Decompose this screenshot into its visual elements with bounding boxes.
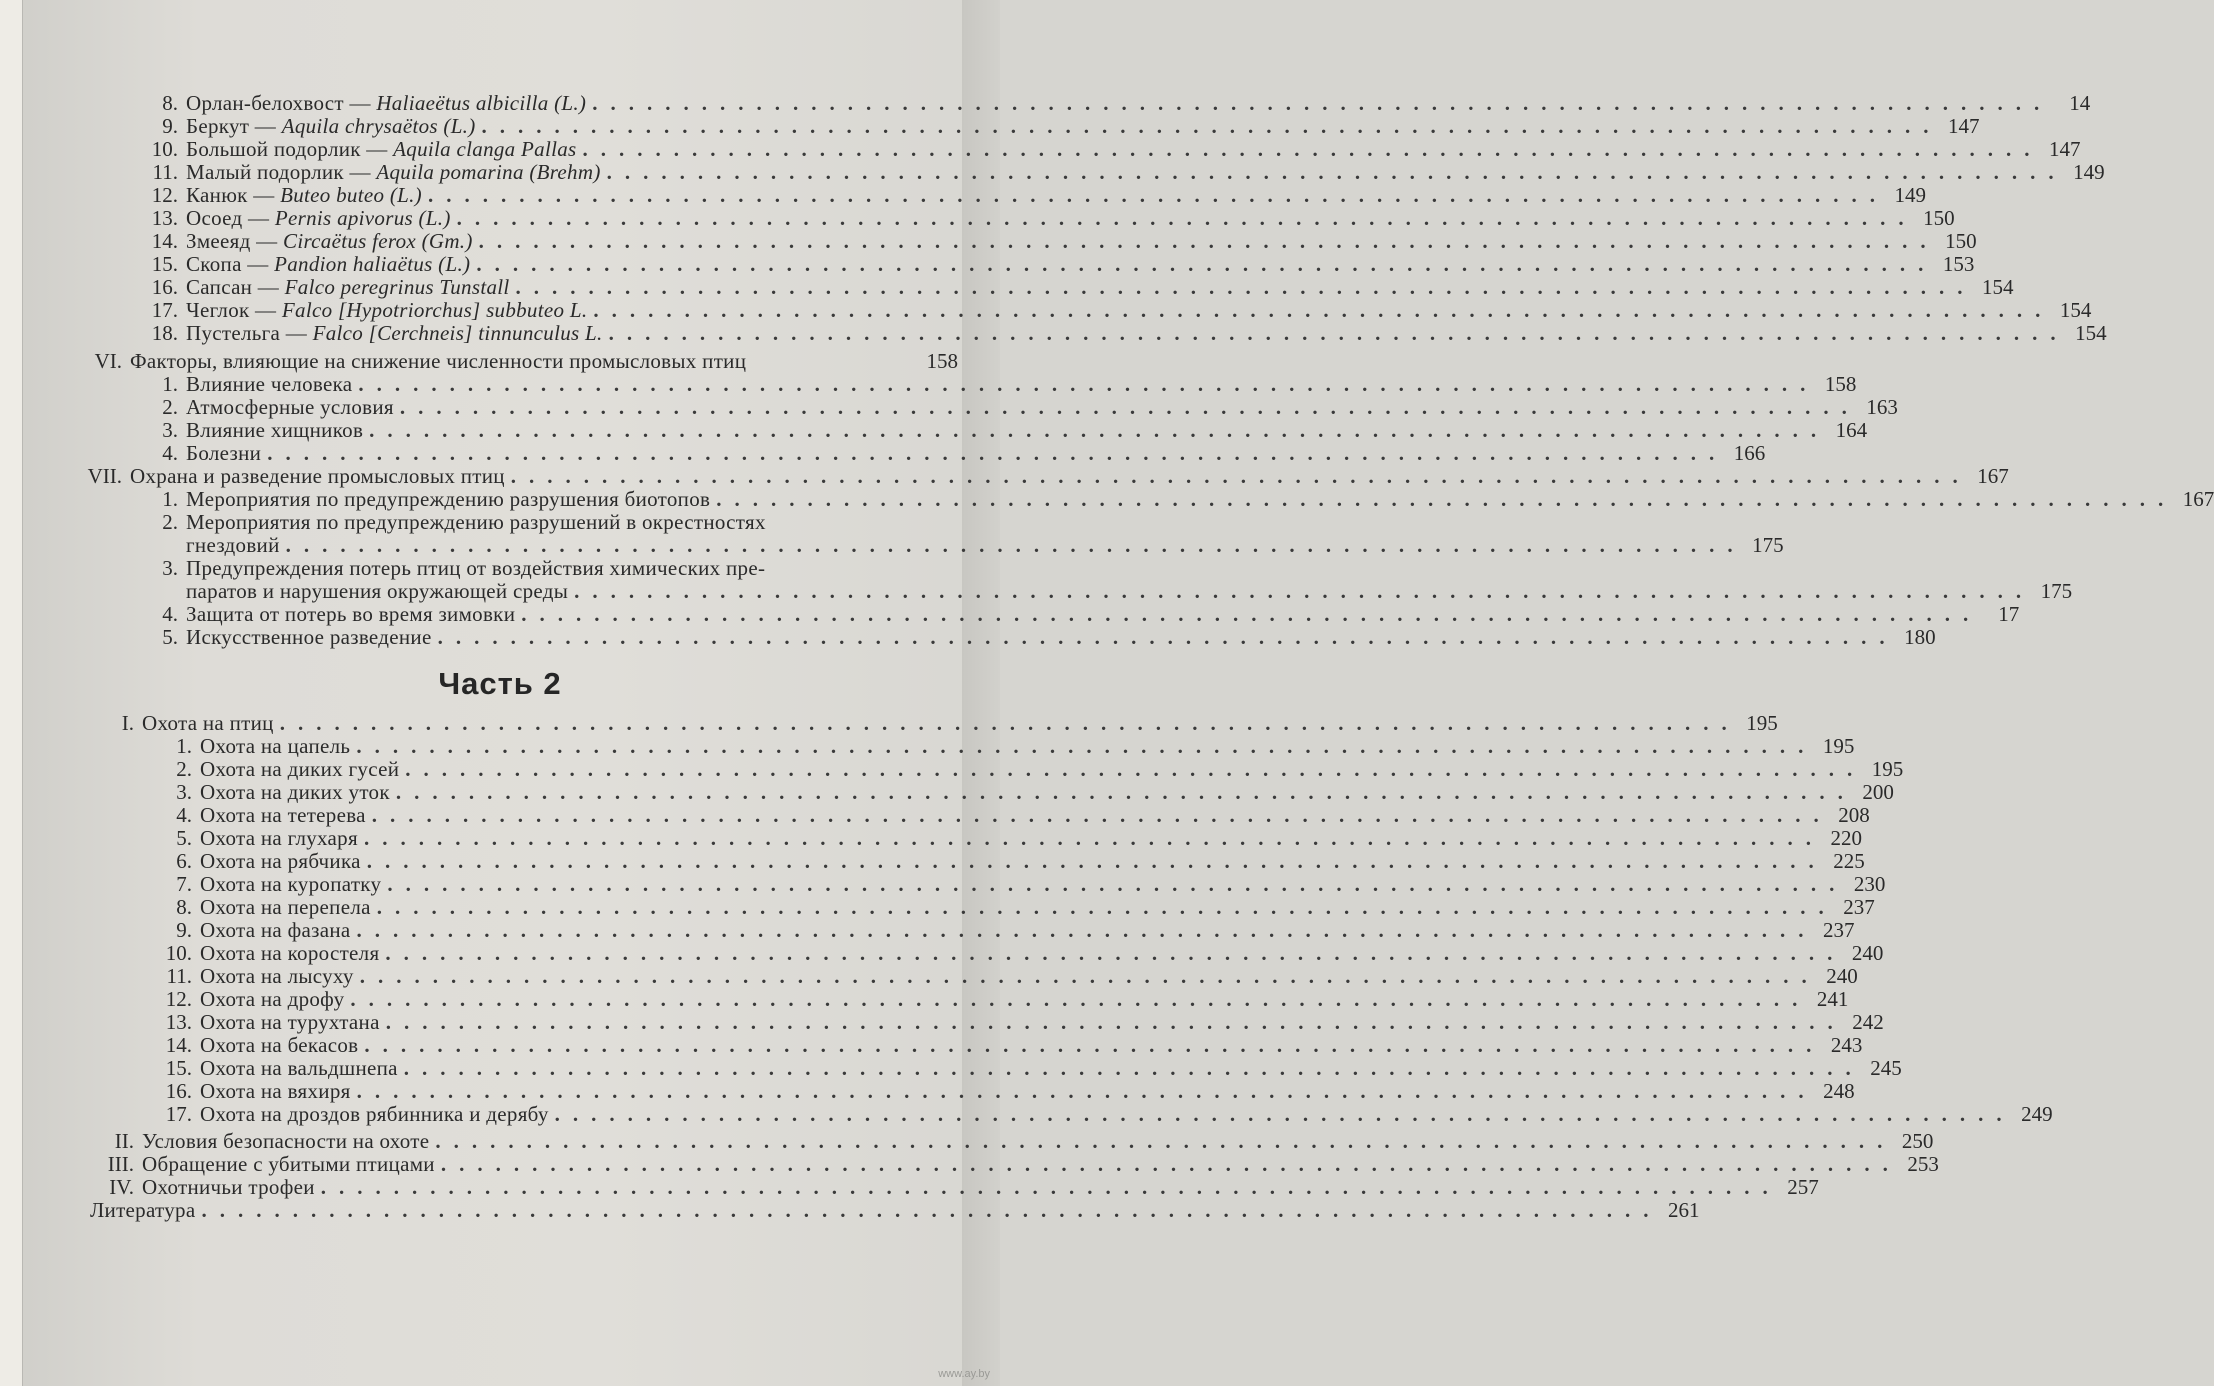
entry-title bbox=[186, 299, 587, 322]
entry-number: 9. bbox=[176, 918, 192, 942]
leader-dots: ................................................................................ bbox=[456, 206, 1917, 230]
entry-latin-name: Falco [Cerchneis] tinnunculus L. bbox=[312, 321, 603, 345]
toc-entry bbox=[80, 464, 2009, 488]
toc-entry bbox=[90, 1129, 1934, 1153]
entry-title-text: Обращение с убитыми птицами bbox=[142, 1152, 435, 1176]
entry-title bbox=[200, 758, 399, 781]
entry-number: VI. bbox=[94, 349, 122, 373]
toc-entry bbox=[140, 1102, 2053, 1126]
entry-number: 3. bbox=[162, 418, 178, 442]
toc-entry bbox=[130, 298, 2092, 322]
entry-title-text: Охота на вальдшнепа bbox=[200, 1056, 398, 1080]
entry-title bbox=[142, 1130, 429, 1153]
toc-entry bbox=[80, 350, 958, 373]
entry-title-text: Канюк — bbox=[186, 183, 275, 207]
leader-dots: ................................................................................ bbox=[510, 464, 1971, 488]
entry-number: 17. bbox=[165, 1102, 192, 1126]
entry-number: 8. bbox=[162, 91, 178, 115]
entry-title bbox=[186, 511, 766, 534]
entry-page-number: 245 bbox=[1870, 1056, 1902, 1080]
toc-entry bbox=[140, 964, 1858, 988]
entry-title bbox=[130, 465, 505, 488]
entry-number: 4. bbox=[162, 602, 178, 626]
entry-title bbox=[142, 1176, 315, 1199]
entry-number: 15. bbox=[165, 1056, 192, 1080]
entry-page-number: 240 bbox=[1826, 964, 1858, 988]
entry-page-number: 150 bbox=[1923, 206, 1955, 230]
entry-page-number: 220 bbox=[1830, 826, 1862, 850]
entry-title-text: Пустельга — bbox=[186, 321, 308, 345]
leader-dots: ................................................................................ bbox=[592, 91, 2053, 115]
toc-entry bbox=[140, 872, 1886, 896]
entry-title-text: Влияние хищников bbox=[186, 418, 364, 442]
entry-title bbox=[186, 626, 432, 649]
leader-dots: ................................................................................ bbox=[608, 321, 2069, 345]
entry-title bbox=[142, 1153, 435, 1176]
entry-title bbox=[186, 230, 473, 253]
entry-number: 13. bbox=[165, 1010, 192, 1034]
entry-title bbox=[200, 827, 358, 850]
entry-number: 17. bbox=[151, 298, 178, 322]
toc-entry bbox=[140, 941, 1884, 965]
entry-title-text: гнездовий bbox=[186, 533, 280, 557]
leader-dots: ................................................................................ bbox=[350, 987, 1811, 1011]
entry-latin-name: Falco peregrinus Tunstall bbox=[284, 275, 510, 299]
entry-number: 2. bbox=[162, 510, 178, 534]
entry-number: 7. bbox=[176, 872, 192, 896]
toc-entry bbox=[140, 557, 898, 580]
leader-dots: ................................................................................ bbox=[359, 964, 1820, 988]
entry-number: 11. bbox=[152, 160, 178, 184]
entry-title-text: Охота на лысуху bbox=[200, 964, 354, 988]
entry-title bbox=[186, 207, 451, 230]
entry-page-number: 240 bbox=[1851, 941, 1884, 965]
entry-title bbox=[186, 322, 603, 345]
entry-title-text: Охота на тетерева bbox=[200, 803, 366, 827]
entry-number: 15. bbox=[151, 252, 178, 276]
entry-latin-name: Circaëtus ferox (Gm.) bbox=[283, 229, 473, 253]
entry-title-text: Искусственное разведение bbox=[186, 625, 432, 649]
entry-title bbox=[200, 781, 390, 804]
entry-title-text: Атмосферные условия bbox=[186, 395, 394, 419]
entry-title bbox=[200, 965, 354, 988]
toc-entry bbox=[140, 395, 1898, 419]
entry-title bbox=[200, 896, 371, 919]
entry-number: 2. bbox=[162, 395, 178, 419]
part-heading: Часть 2 bbox=[438, 666, 562, 701]
leader-dots: ................................................................................ bbox=[356, 734, 1817, 758]
entry-title bbox=[200, 850, 361, 873]
entry-title-text: Охота на диких уток bbox=[200, 780, 390, 804]
entry-page-number: 175 bbox=[2040, 579, 2073, 603]
entry-title-text: Мероприятия по предупреждению разрушений в окрестностях bbox=[186, 510, 766, 534]
entry-page-number: 167 bbox=[1977, 464, 2009, 488]
entry-title-text: Большой подорлик — bbox=[186, 137, 388, 161]
toc-entry bbox=[140, 734, 1855, 758]
entry-number: 5. bbox=[162, 625, 178, 649]
leader-dots: ................................................................................ bbox=[363, 826, 1824, 850]
toc-entry bbox=[130, 275, 2014, 299]
entry-latin-name: Buteo buteo (L.) bbox=[280, 183, 422, 207]
entry-latin-name: Haliaeëtus albicilla (L.) bbox=[376, 91, 587, 115]
entry-number: 12. bbox=[151, 183, 178, 207]
leader-dots: ................................................................................ bbox=[366, 849, 1827, 873]
entry-title bbox=[186, 115, 476, 138]
entry-title bbox=[186, 161, 601, 184]
leader-dots: ................................................................................ bbox=[405, 757, 1866, 781]
entry-number: 14. bbox=[151, 229, 178, 253]
toc-entry bbox=[140, 918, 1855, 942]
entry-number: IV. bbox=[109, 1175, 134, 1199]
entry-title-text: Охота на бекасов bbox=[200, 1033, 359, 1057]
entry-number: 14. bbox=[165, 1033, 192, 1057]
leader-dots: ................................................................................ bbox=[476, 252, 1937, 276]
leader-dots: ................................................................................ bbox=[437, 625, 1898, 649]
entry-title bbox=[200, 735, 350, 758]
entry-page-number: 225 bbox=[1833, 849, 1865, 873]
leader-dots: ................................................................................ bbox=[364, 1033, 1825, 1057]
entry-number: 1. bbox=[162, 372, 178, 396]
entry-number: 10. bbox=[151, 137, 178, 161]
toc-entry bbox=[140, 579, 2073, 603]
entry-page-number: 154 bbox=[2075, 321, 2107, 345]
entry-number: 13. bbox=[151, 206, 178, 230]
entry-page-number: 163 bbox=[1866, 395, 1898, 419]
entry-number: 4. bbox=[176, 803, 192, 827]
entry-number: 9. bbox=[162, 114, 178, 138]
leader-dots: ................................................................................ bbox=[403, 1056, 1864, 1080]
entry-page-number: 195 bbox=[1871, 757, 1904, 781]
toc-entry bbox=[140, 1010, 1884, 1034]
entry-title-text: Условия безопасности на охоте bbox=[142, 1129, 430, 1153]
toc-entry bbox=[140, 625, 1936, 649]
entry-number: VII. bbox=[87, 464, 122, 488]
entry-title bbox=[186, 419, 363, 442]
entry-page-number: 149 bbox=[2073, 160, 2105, 184]
entry-title-text: Охота на турухтана bbox=[200, 1010, 380, 1034]
entry-number: III. bbox=[107, 1152, 134, 1176]
entry-latin-name: Aquila clanga Pallas bbox=[393, 137, 577, 161]
entry-page-number: 153 bbox=[1942, 252, 1975, 276]
entry-title-text: Охота на рябчика bbox=[200, 849, 361, 873]
entry-title-text: Охота на перепела bbox=[200, 895, 371, 919]
entry-title-text: Охота на диких гусей bbox=[200, 757, 400, 781]
entry-title bbox=[200, 804, 366, 827]
leader-dots: ................................................................................ bbox=[285, 533, 1746, 557]
entry-title-text: Чеглок — bbox=[186, 298, 277, 322]
toc-entry bbox=[140, 602, 2020, 626]
entry-page-number: 195 bbox=[1746, 711, 1778, 735]
leader-dots: ................................................................................ bbox=[554, 1102, 2015, 1126]
entry-number: II. bbox=[114, 1129, 134, 1153]
leader-dots: ................................................................................ bbox=[481, 114, 1942, 138]
entry-title bbox=[200, 919, 351, 942]
entry-title bbox=[200, 873, 381, 896]
leader-dots: ................................................................................ bbox=[574, 579, 2035, 603]
entry-title-text: Беркут — bbox=[186, 114, 277, 138]
toc-entry bbox=[130, 137, 2081, 161]
toc-entry bbox=[140, 114, 1980, 138]
entry-title-text: Охота на глухаря bbox=[200, 826, 358, 850]
entry-number: 5. bbox=[176, 826, 192, 850]
toc-entry bbox=[140, 780, 1894, 804]
entry-number: 6. bbox=[176, 849, 192, 873]
leader-dots: ................................................................................ bbox=[395, 780, 1856, 804]
entry-title-text: Болезни bbox=[186, 441, 262, 465]
toc-entry bbox=[130, 229, 1977, 253]
entry-latin-name: Pandion haliaëtus (L.) bbox=[274, 252, 471, 276]
leader-dots: ................................................................................ bbox=[371, 803, 1832, 827]
toc-entry bbox=[140, 826, 1862, 850]
entry-page-number: 154 bbox=[1982, 275, 2014, 299]
entry-page-number: 250 bbox=[1901, 1129, 1934, 1153]
leader-dots: ................................................................................ bbox=[593, 298, 2054, 322]
entry-title bbox=[186, 534, 280, 557]
entry-page-number: 147 bbox=[1948, 114, 1980, 138]
leader-dots: ................................................................................ bbox=[399, 395, 1860, 419]
toc-entry bbox=[90, 1175, 1819, 1199]
entry-title-text: Мероприятия по предупреждению разрушения биотопов bbox=[186, 487, 711, 511]
entry-page-number: 150 bbox=[1945, 229, 1977, 253]
leader-dots: ................................................................................ bbox=[356, 918, 1817, 942]
entry-title bbox=[186, 557, 765, 580]
entry-number: 1. bbox=[162, 487, 178, 511]
entry-title-text: Охота на коростеля bbox=[200, 941, 380, 965]
entry-page-number: 208 bbox=[1838, 803, 1870, 827]
toc-entry bbox=[130, 160, 2105, 184]
entry-page-number: 257 bbox=[1787, 1175, 1819, 1199]
entry-title bbox=[130, 350, 746, 373]
entry-title-text: Литература bbox=[90, 1198, 196, 1222]
entry-page-number: 200 bbox=[1862, 780, 1894, 804]
leader-dots: ................................................................................ bbox=[716, 487, 2177, 511]
toc-entry bbox=[140, 372, 1857, 396]
entry-number: 11. bbox=[166, 964, 192, 988]
entry-page-number: 158 bbox=[926, 349, 958, 373]
leader-dots: ................................................................................ bbox=[435, 1129, 1896, 1153]
toc-entry bbox=[140, 987, 1849, 1011]
entry-title-text: Охота на цапель bbox=[200, 734, 351, 758]
entry-latin-name: Aquila chrysaëtos (L.) bbox=[281, 114, 476, 138]
entry-page-number: 242 bbox=[1852, 1010, 1884, 1034]
entry-title-text: Малый подорлик — bbox=[186, 160, 371, 184]
leader-dots: ................................................................................ bbox=[369, 418, 1830, 442]
entry-title bbox=[186, 396, 394, 419]
toc-entry bbox=[140, 849, 1865, 873]
entry-title bbox=[200, 1103, 549, 1126]
toc-entry bbox=[140, 418, 1868, 442]
entry-latin-name: Pernis apivorus (L.) bbox=[274, 206, 451, 230]
leader-dots: ................................................................................ bbox=[387, 872, 1848, 896]
entry-title-text: Скопа — bbox=[186, 252, 269, 276]
entry-page-number: 147 bbox=[2049, 137, 2081, 161]
entry-number: 3. bbox=[176, 780, 192, 804]
leader-dots: ................................................................................ bbox=[385, 1010, 1846, 1034]
leader-dots: ................................................................................ bbox=[440, 1152, 1901, 1176]
entry-title bbox=[186, 580, 568, 603]
entry-latin-name: Aquila pomarina (Brehm) bbox=[376, 160, 601, 184]
entry-number: I. bbox=[121, 711, 134, 735]
leader-dots: ................................................................................ bbox=[427, 183, 1888, 207]
entry-number: 2. bbox=[176, 757, 192, 781]
entry-page-number: 180 bbox=[1904, 625, 1936, 649]
entry-page-number: 17 bbox=[1998, 602, 2020, 626]
toc-entry bbox=[130, 321, 2107, 345]
toc-entry bbox=[140, 533, 1784, 557]
entry-page-number: 237 bbox=[1843, 895, 1875, 919]
entry-title-text: Осоед — bbox=[186, 206, 270, 230]
toc-entry bbox=[140, 91, 2091, 115]
entry-number: 3. bbox=[162, 556, 178, 580]
entry-page-number: 243 bbox=[1830, 1033, 1863, 1057]
entry-title-text: Охрана и разведение промысловых птиц bbox=[130, 464, 505, 488]
entry-title-text: Сапсан — bbox=[186, 275, 280, 299]
toc-entry bbox=[130, 206, 1955, 230]
leader-dots: ................................................................................ bbox=[582, 137, 2043, 161]
entry-page-number: 149 bbox=[1894, 183, 1926, 207]
leader-dots: ................................................................................ bbox=[515, 275, 1976, 299]
leader-dots: ................................................................................ bbox=[478, 229, 1939, 253]
entry-title-text: Предупреждения потерь птиц от воздействия химических пре- bbox=[186, 556, 766, 580]
entry-title bbox=[200, 1034, 358, 1057]
watermark: www.ay.by bbox=[938, 1368, 990, 1380]
entry-number: 12. bbox=[165, 987, 192, 1011]
entry-latin-name: Falco [Hypotriorchus] subbuteo L. bbox=[281, 298, 588, 322]
leader-dots: ................................................................................ bbox=[358, 372, 1819, 396]
entry-page-number: 261 bbox=[1667, 1198, 1700, 1222]
entry-title-text: паратов и нарушения окружающей среды bbox=[186, 579, 569, 603]
toc-entry bbox=[90, 1198, 1700, 1222]
entry-title bbox=[200, 1057, 398, 1080]
entry-title-text: Защита от потерь во время зимовки bbox=[186, 602, 516, 626]
toc-entry bbox=[100, 711, 1778, 735]
entry-number: 4. bbox=[162, 441, 178, 465]
toc-entry bbox=[130, 252, 1975, 276]
toc-entry bbox=[140, 1056, 1902, 1080]
entry-title bbox=[90, 1199, 195, 1222]
toc-entry bbox=[140, 895, 1875, 919]
entry-title bbox=[142, 712, 274, 735]
entry-page-number: 248 bbox=[1823, 1079, 1855, 1103]
entry-number: 10. bbox=[165, 941, 192, 965]
entry-title bbox=[186, 373, 352, 396]
leader-dots: ................................................................................ bbox=[267, 441, 1728, 465]
leader-dots: ................................................................................ bbox=[320, 1175, 1781, 1199]
entry-number: 16. bbox=[151, 275, 178, 299]
entry-title-text: Охота на фазана bbox=[200, 918, 351, 942]
entry-page-number: 158 bbox=[1824, 372, 1857, 396]
entry-page-number: 241 bbox=[1816, 987, 1849, 1011]
toc-entry bbox=[140, 1079, 1855, 1103]
toc-entry bbox=[140, 803, 1870, 827]
entry-title bbox=[186, 92, 586, 115]
entry-number: 8. bbox=[176, 895, 192, 919]
entry-title-text: Факторы, влияющие на снижение численности промысловых птиц bbox=[130, 349, 747, 373]
toc-entry bbox=[140, 757, 1904, 781]
entry-number: 16. bbox=[165, 1079, 192, 1103]
entry-title bbox=[186, 488, 710, 511]
toc-entry bbox=[140, 511, 898, 534]
entry-page-number: 167 bbox=[2182, 487, 2214, 511]
entry-title bbox=[200, 942, 379, 965]
entry-page-number: 249 bbox=[2021, 1102, 2053, 1126]
entry-page-number: 237 bbox=[1823, 918, 1855, 942]
entry-page-number: 166 bbox=[1733, 441, 1766, 465]
entry-title bbox=[200, 988, 344, 1011]
entry-title bbox=[186, 184, 422, 207]
entry-title bbox=[186, 138, 577, 161]
entry-title-text: Змееяд — bbox=[186, 229, 278, 253]
entry-page-number: 230 bbox=[1853, 872, 1886, 896]
entry-page-number: 164 bbox=[1835, 418, 1868, 442]
toc-entry bbox=[140, 441, 1766, 465]
entry-title-text: Охота на вяхиря bbox=[200, 1079, 351, 1103]
entry-title-text: Охотничьи трофеи bbox=[142, 1175, 315, 1199]
leader-dots: ................................................................................ bbox=[279, 711, 1740, 735]
entry-title-text: Орлан-белохвост — bbox=[186, 91, 371, 115]
entry-title bbox=[186, 603, 515, 626]
entry-number: 1. bbox=[176, 734, 192, 758]
entry-title bbox=[186, 276, 510, 299]
entry-title-text: Охота на птиц bbox=[142, 711, 274, 735]
entry-page-number: 253 bbox=[1907, 1152, 1939, 1176]
entry-page-number: 175 bbox=[1752, 533, 1784, 557]
entry-number: 18. bbox=[151, 321, 178, 345]
toc-entry bbox=[140, 487, 2214, 511]
entry-title bbox=[186, 442, 261, 465]
entry-title-text: Охота на дрофу bbox=[200, 987, 345, 1011]
entry-title bbox=[200, 1080, 351, 1103]
entry-title bbox=[186, 253, 470, 276]
leader-dots: ................................................................................ bbox=[201, 1198, 1662, 1222]
leader-dots: ................................................................................ bbox=[606, 160, 2067, 184]
leader-dots: ................................................................................ bbox=[376, 895, 1837, 919]
toc-entry bbox=[130, 183, 1926, 207]
leader-dots: ................................................................................ bbox=[385, 941, 1846, 965]
entry-page-number: 14 bbox=[2069, 91, 2091, 115]
entry-page-number: 195 bbox=[1822, 734, 1855, 758]
entry-title bbox=[200, 1011, 380, 1034]
entry-title-text: Влияние человека bbox=[186, 372, 353, 396]
leader-dots: ................................................................................ bbox=[521, 602, 1982, 626]
leader-dots: ................................................................................ bbox=[356, 1079, 1817, 1103]
toc-entry bbox=[80, 1152, 1939, 1176]
entry-page-number: 154 bbox=[2059, 298, 2092, 322]
entry-title-text: Охота на дроздов рябинника и дерябу bbox=[200, 1102, 549, 1126]
entry-title-text: Охота на куропатку bbox=[200, 872, 382, 896]
toc-entry bbox=[140, 1033, 1863, 1057]
